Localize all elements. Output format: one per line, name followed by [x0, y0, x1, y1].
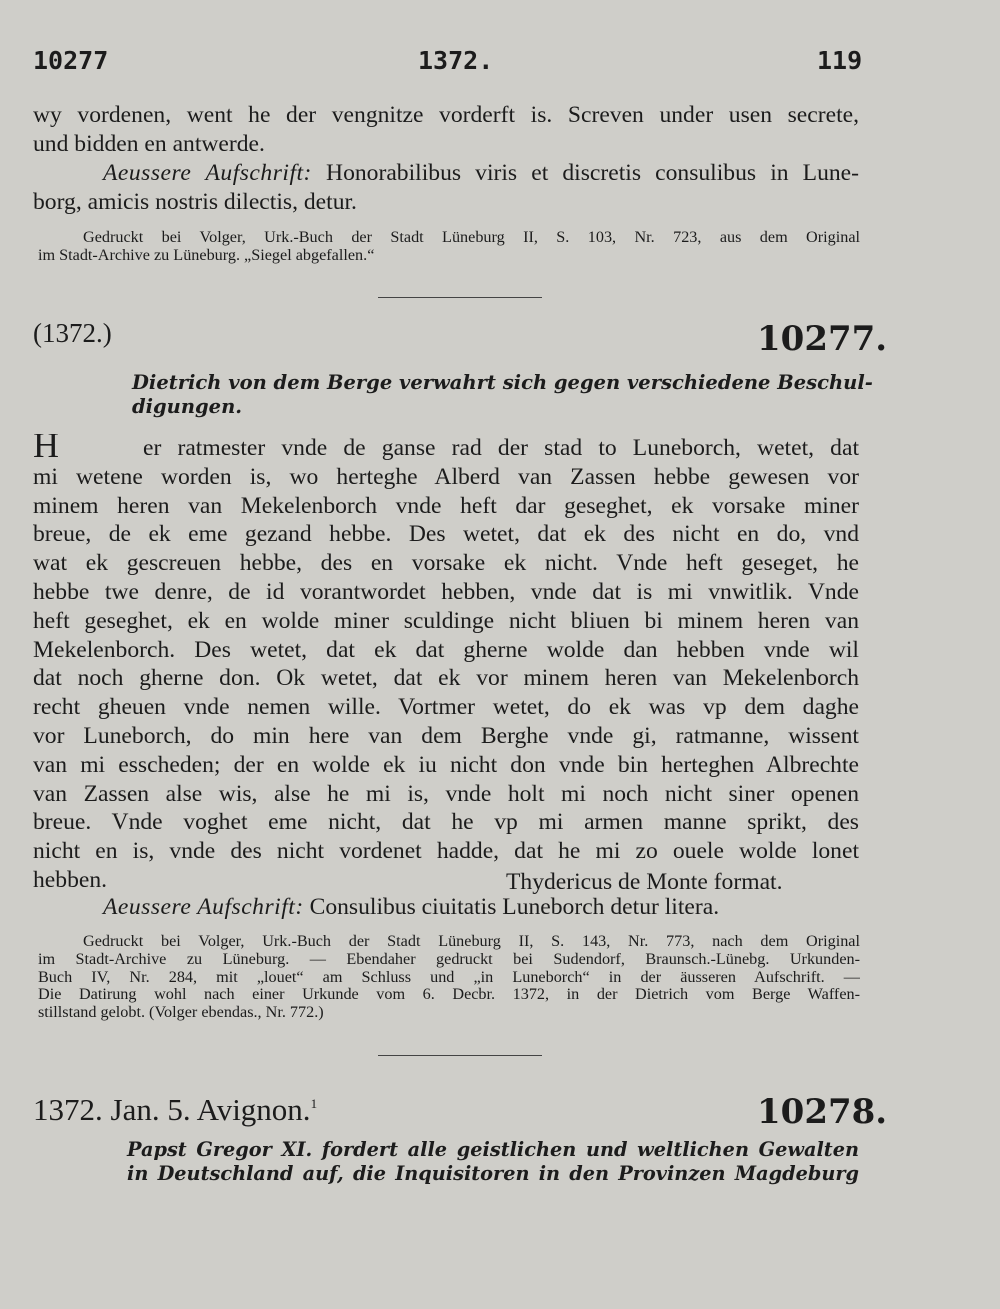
doc-10277-summary: [132, 371, 873, 419]
note-line: Buch IV, Nr. 284, mit „louet“ am Schluss und „in Luneborch“ in der äusseren Aufschrift. —: [38, 968, 860, 986]
date-text: 1372. Jan. 5. Avignon.: [33, 1092, 311, 1127]
address-text: borg, amicis nostris dilectis, detur.: [33, 188, 357, 215]
section-divider: [378, 1055, 542, 1056]
text-line: er ratmester vnde de ganse rad der stad to Luneborch, wetet, dat: [143, 435, 859, 461]
doc-10278-number: 10278.: [757, 1092, 888, 1132]
text-line: dat noch gherne don. Ok wetet, dat ek vor minem heren van Mekelenborch: [33, 665, 859, 692]
dropcap: H: [33, 434, 59, 463]
address-text: Consulibus ciuitatis Luneborch detur litera.: [309, 894, 720, 920]
note-line: Gedruckt bei Volger, Urk.-Buch der Stadt Lüneburg II, S. 143, Nr. 773, nach dem Original: [83, 933, 860, 950]
text-line: nicht en is, vnde des nicht vordenet hadde, dat he mi zo ouele wolde lonet: [33, 838, 859, 865]
doc-10278-summary: [127, 1138, 859, 1186]
address-label: Aeussere Aufschrift:: [103, 894, 304, 920]
prev-document-text: [33, 101, 859, 159]
note-line: Gedruckt bei Volger, Urk.-Buch der Stadt Lüneburg II, S. 103, Nr. 723, aus dem Original: [83, 229, 860, 246]
text-line: van mi esscheden; der en wolde ek iu nicht don vnde bin herteghen Albrechte: [33, 751, 859, 778]
note-line: im Stadt-Archive zu Lüneburg. — Ebendaher gedruckt bei Sudendorf, Braunsch.-Lünebg. Urkunden-: [38, 950, 860, 968]
text-line: breue, de ek eme gezand hebbe. Des wetet, dat ek des nicht en do, vnd: [33, 521, 859, 548]
header-left-number: 10277: [33, 46, 109, 75]
text-line: Mekelenborch. Des wetet, dat ek dat gherne wolde dan hebben vnde wil: [33, 636, 859, 663]
header-page-number: 119: [817, 46, 863, 75]
address-text: Honorabilibus viris et discretis consulibus in Lune-: [326, 160, 859, 186]
prev-document-note: [38, 229, 860, 265]
summary-line: digungen.: [132, 395, 243, 418]
doc-10277-date: (1372.): [33, 318, 112, 348]
text-line: hebben.: [33, 866, 108, 893]
text-line: van Zassen alse wis, alse he mi is, vnde holt mi noch nicht siner openen: [33, 780, 859, 807]
header-year: 1372.: [418, 46, 494, 75]
doc-10277-number: 10277.: [757, 319, 888, 359]
text-line: vor Luneborch, do min here van dem Berghe vnde gi, ratmanne, wissent: [33, 722, 859, 749]
text-line: wy vordenen, went he der vengnitze vorderft is. Screven under usen secrete,: [33, 102, 859, 128]
text-line: wat ek gescreuen hebbe, des en vorsake ek nicht. Vnde heft geseget, he: [33, 550, 859, 577]
section-divider: [378, 297, 542, 298]
text-line: heft geseghet, ek en wolde miner sculdinge nicht bliuen bi minem heren van: [33, 607, 859, 634]
summary-line: in Deutschland auf, die Inquisitoren in den Provinzen Magdeburg: [127, 1162, 859, 1185]
text-line: mi wetene worden is, wo herteghe Alberd van Zassen hebbe gewesen vor: [33, 463, 859, 490]
doc-10277-text: [33, 434, 859, 895]
note-line: Die Datirung wohl nach einer Urkunde vom 6. Decbr. 1372, in der Dietrich vom Berge Waffen-: [38, 986, 860, 1004]
text-line: breue. Vnde voghet eme nicht, dat he vp mi armen manne sprikt, des: [33, 809, 859, 836]
note-line: im Stadt-Archive zu Lüneburg. „Siegel abgefallen.“: [38, 246, 375, 264]
text-line: hebbe twe denre, de id vorantwordet hebben, vnde dat is mi vnwitlik. Vnde: [33, 578, 859, 605]
footnote-mark: 1: [310, 1096, 318, 1111]
summary-line: Dietrich von dem Berge verwahrt sich gegen verschiedene Beschul-: [132, 371, 873, 394]
doc-10277-address: [103, 894, 719, 921]
summary-line: Papst Gregor XI. fordert alle geistlichen und weltlichen Gewalten: [127, 1138, 859, 1161]
text-line: minem heren van Mekelenborch vnde heft dar geseghet, ek vorsake miner: [33, 492, 859, 519]
doc-10277-note: [38, 933, 860, 1022]
address-label: Aeussere Aufschrift:: [103, 160, 312, 186]
prev-document-address: [33, 159, 859, 217]
doc-10277-signature: Thydericus de Monte format.: [506, 869, 783, 895]
text-line: und bidden en antwerde.: [33, 130, 265, 157]
doc-10278-date: [33, 1092, 317, 1128]
text-line: recht gheuen vnde nemen wille. Vortmer wetet, do ek was vp dem daghe: [33, 694, 859, 721]
note-line: stillstand gelobt. (Volger ebendas., Nr. 772.): [38, 1004, 324, 1022]
